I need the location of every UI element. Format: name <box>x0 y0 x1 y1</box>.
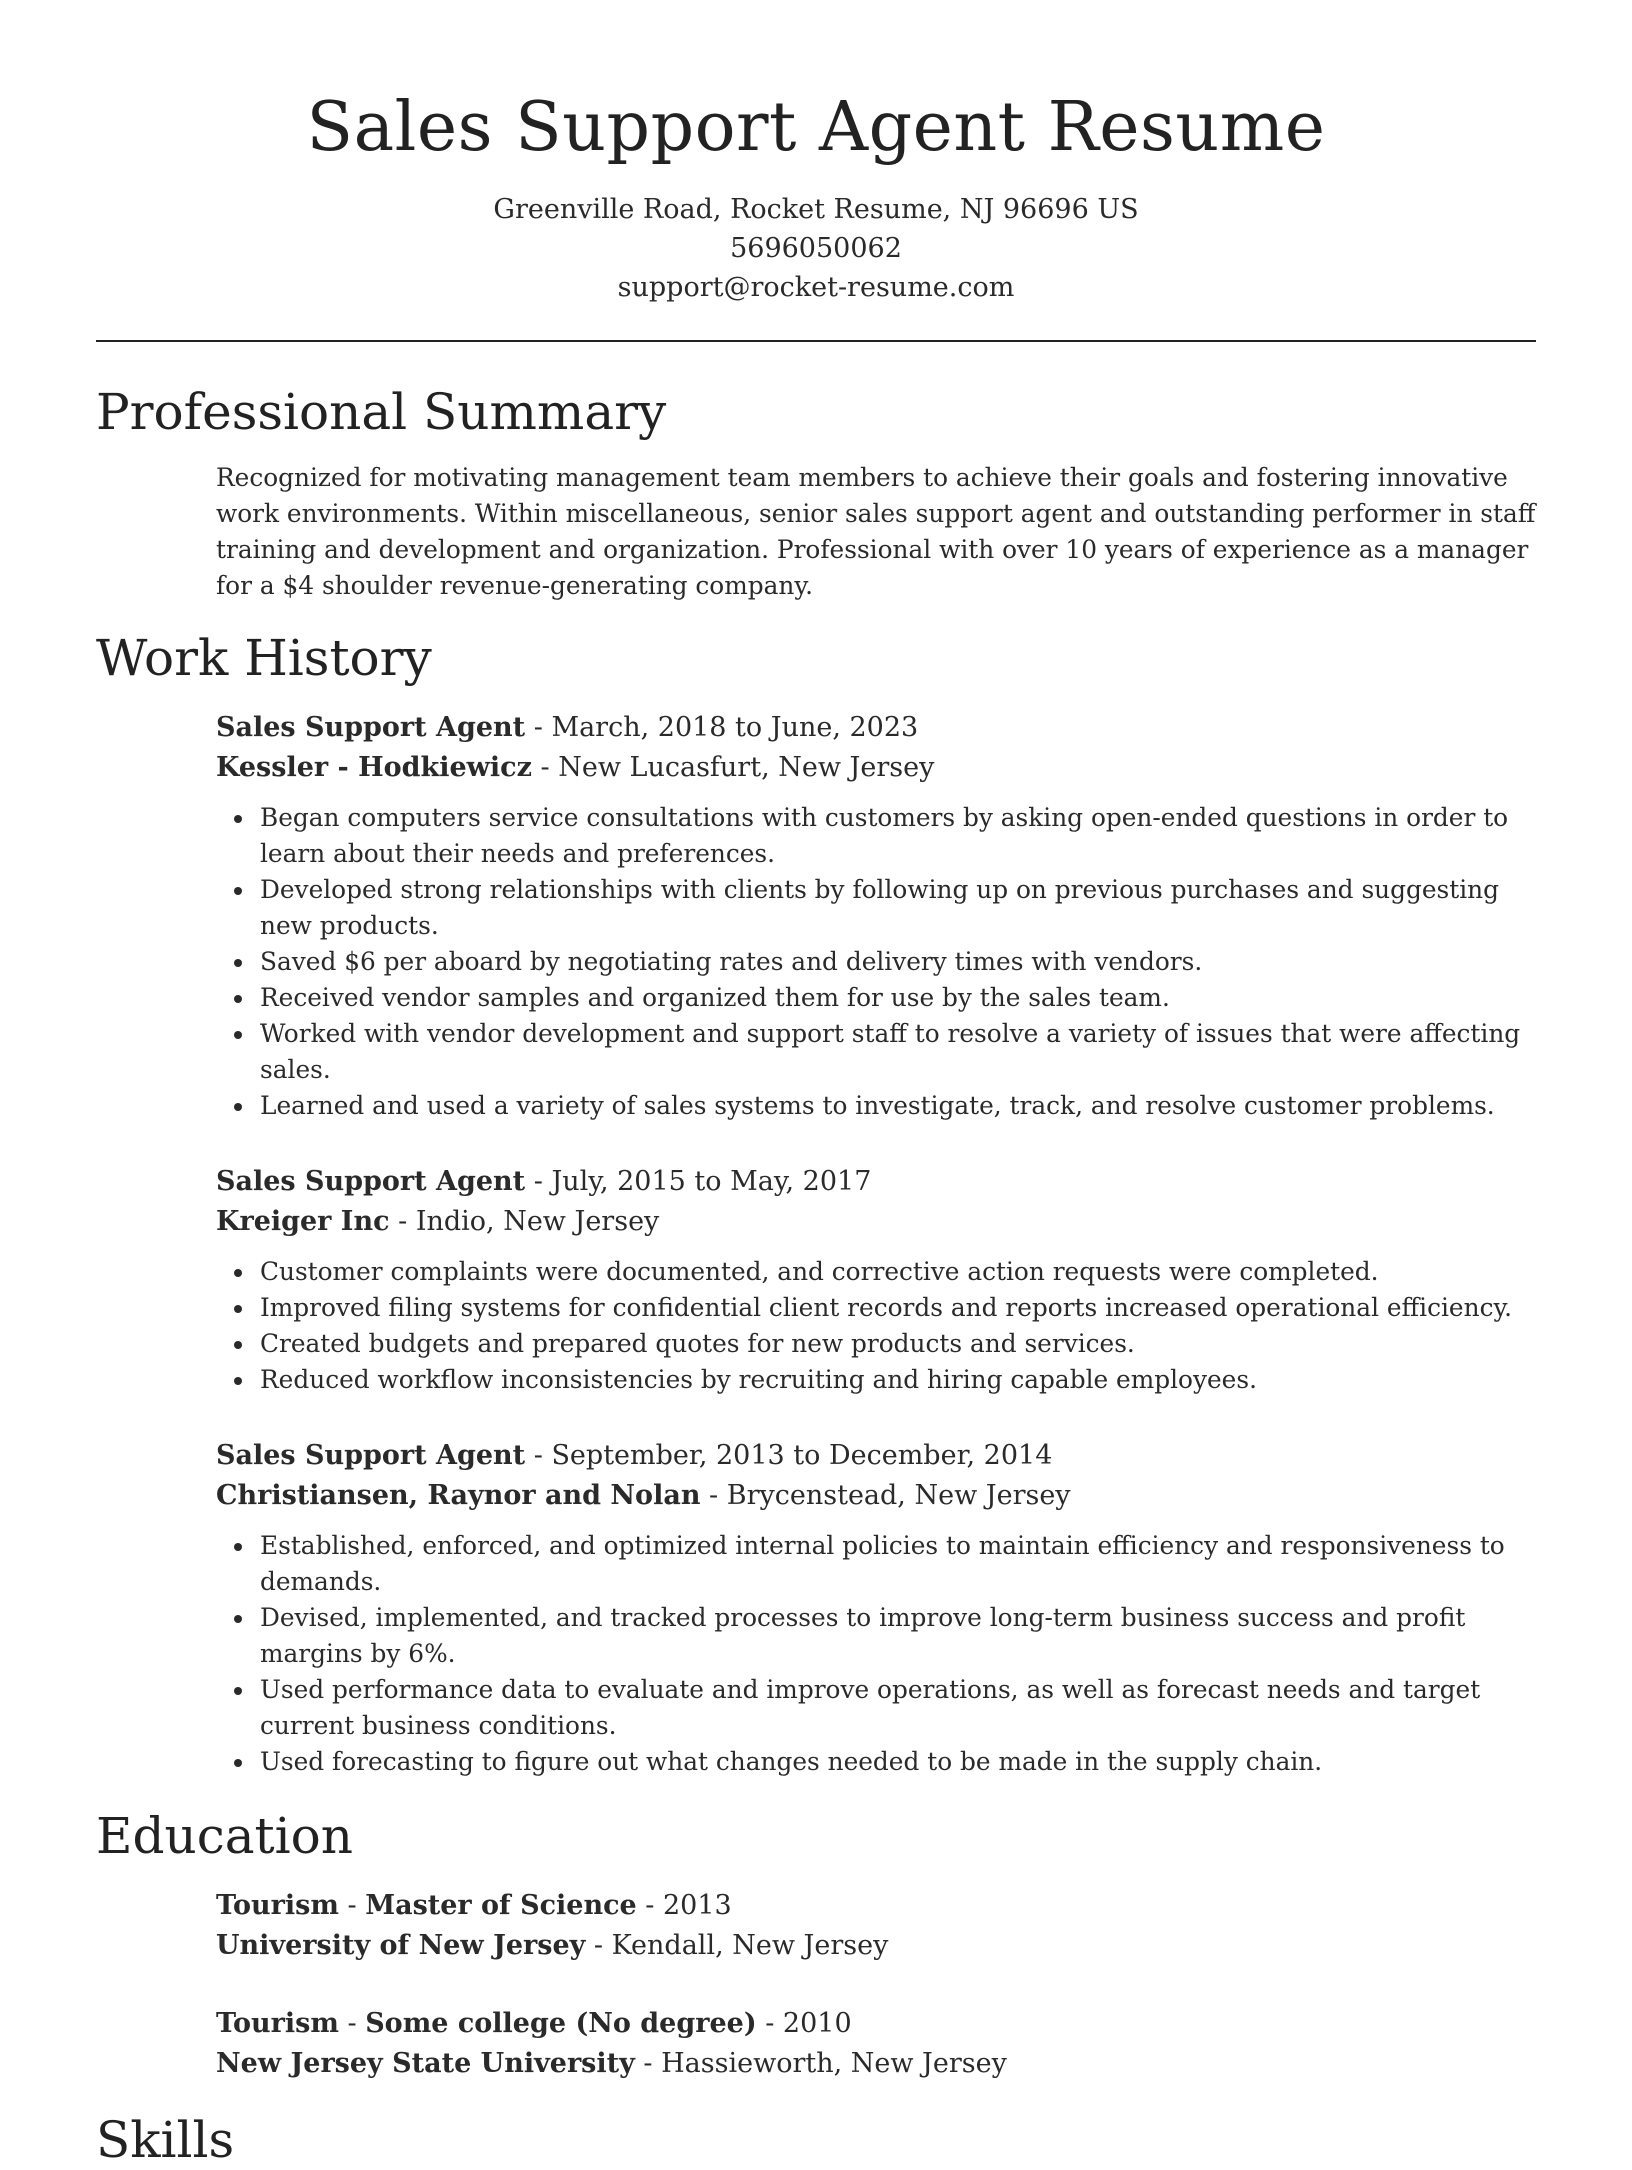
job-bullet: Established, enforced, and optimized internal policies to maintain efficiency and responsiveness to demands. <box>216 1528 1536 1600</box>
education-separator: - <box>338 1890 366 1921</box>
education-separator: - <box>338 2008 366 2039</box>
job-bullet: Learned and used a variety of sales systems to investigate, track, and resolve customer problems. <box>216 1088 1536 1124</box>
education-school: University of New Jersey <box>216 1930 586 1961</box>
job-entry <box>216 1436 1536 1780</box>
job-bullets <box>216 1254 1536 1398</box>
section-title-education: Education <box>96 1807 353 1865</box>
contact-address: Greenville Road, Rocket Resume, NJ 96696 US <box>493 194 1139 225</box>
job-bullet: Customer complaints were documented, and corrective action requests were completed. <box>216 1254 1536 1290</box>
education-section <box>216 1886 1536 2084</box>
job-bullet: Developed strong relationships with clients by following up on previous purchases and suggesting new products. <box>216 872 1536 944</box>
education-school-line <box>216 1926 1536 1966</box>
job-separator: - <box>700 1480 727 1511</box>
job-bullet: Worked with vendor development and support staff to resolve a variety of issues that were affecting sales. <box>216 1016 1536 1088</box>
education-location: Hassieworth, New Jersey <box>661 2048 1007 2079</box>
job-employer <box>216 748 1536 788</box>
contact-email: support@rocket-resume.com <box>617 272 1015 303</box>
job-company: Christiansen, Raynor and Nolan <box>216 1480 701 1511</box>
job-bullet: Devised, implemented, and tracked processes to improve long-term business success and profit margins by 6%. <box>216 1600 1536 1672</box>
education-degree: Some college (No degree) <box>365 2008 757 2039</box>
job-bullet: Created budgets and prepared quotes for new products and services. <box>216 1326 1536 1362</box>
education-entry <box>216 1886 1536 1966</box>
summary-text: Recognized for motivating management team members to achieve their goals and fostering innovative work environments. Within miscellaneous, senior sales support agent and outstanding performer in staff training and development and organization. Professional with over 10 years of experience as a manager for a $4 shoulder revenue-generating company. <box>216 463 1536 600</box>
job-location: New Lucasfurt, New Jersey <box>558 752 935 783</box>
job-bullet: Used performance data to evaluate and improve operations, as well as forecast needs and target current business conditions. <box>216 1672 1536 1744</box>
job-location: Brycenstead, New Jersey <box>726 1480 1071 1511</box>
job-employer <box>216 1476 1536 1516</box>
job-role: Sales Support Agent <box>216 712 526 743</box>
job-separator: - <box>525 712 552 743</box>
job-separator: - <box>389 1206 416 1237</box>
work-history-section <box>216 708 1536 1780</box>
job-heading <box>216 1162 1536 1202</box>
section-title-skills: Skills <box>96 2111 235 2169</box>
job-role: Sales Support Agent <box>216 1166 526 1197</box>
job-entry <box>216 1162 1536 1398</box>
education-heading <box>216 2004 1536 2044</box>
job-heading <box>216 708 1536 748</box>
job-role: Sales Support Agent <box>216 1440 526 1471</box>
job-bullet: Used forecasting to figure out what changes needed to be made in the supply chain. <box>216 1744 1536 1780</box>
job-entry <box>216 708 1536 1124</box>
job-dates: September, 2013 to December, 2014 <box>551 1440 1053 1471</box>
education-separator: - <box>636 1890 663 1921</box>
education-location: Kendall, New Jersey <box>611 1930 889 1961</box>
job-dates: July, 2015 to May, 2017 <box>551 1166 872 1197</box>
education-field: Tourism <box>216 1890 339 1921</box>
section-title-summary: Professional Summary <box>96 383 667 441</box>
education-separator: - <box>634 2048 662 2079</box>
job-separator: - <box>525 1166 552 1197</box>
summary-section <box>216 460 1536 604</box>
education-school: New Jersey State University <box>216 2048 635 2079</box>
job-separator: - <box>531 752 559 783</box>
contact-block <box>96 190 1536 307</box>
education-degree: Master of Science <box>365 1890 637 1921</box>
education-separator: - <box>585 1930 612 1961</box>
education-separator: - <box>756 2008 783 2039</box>
job-separator: - <box>525 1440 552 1471</box>
job-bullet: Began computers service consultations with customers by asking open-ended questions in order to learn about their needs and preferences. <box>216 800 1536 872</box>
education-field: Tourism <box>216 2008 339 2039</box>
job-bullets <box>216 1528 1536 1780</box>
education-heading <box>216 1886 1536 1926</box>
education-year: 2013 <box>663 1890 732 1921</box>
education-school-line <box>216 2044 1536 2084</box>
job-bullet: Improved filing systems for confidential client records and reports increased operational efficiency. <box>216 1290 1536 1326</box>
job-location: Indio, New Jersey <box>415 1206 660 1237</box>
job-bullets <box>216 800 1536 1124</box>
header-divider <box>96 340 1536 342</box>
section-title-work-history: Work History <box>96 629 432 687</box>
job-dates: March, 2018 to June, 2023 <box>551 712 919 743</box>
contact-phone: 5696050062 <box>730 233 902 264</box>
resume-page <box>96 0 1536 2170</box>
job-bullet: Saved $6 per aboard by negotiating rates and delivery times with vendors. <box>216 944 1536 980</box>
job-employer <box>216 1202 1536 1242</box>
education-year: 2010 <box>782 2008 852 2039</box>
education-entry <box>216 2004 1536 2084</box>
job-bullet: Reduced workflow inconsistencies by recruiting and hiring capable employees. <box>216 1362 1536 1398</box>
job-company: Kessler - Hodkiewicz <box>216 752 532 783</box>
resume-title: Sales Support Agent Resume <box>306 88 1326 167</box>
job-heading <box>216 1436 1536 1476</box>
job-bullet: Received vendor samples and organized them for use by the sales team. <box>216 980 1536 1016</box>
job-company: Kreiger Inc <box>216 1206 390 1237</box>
